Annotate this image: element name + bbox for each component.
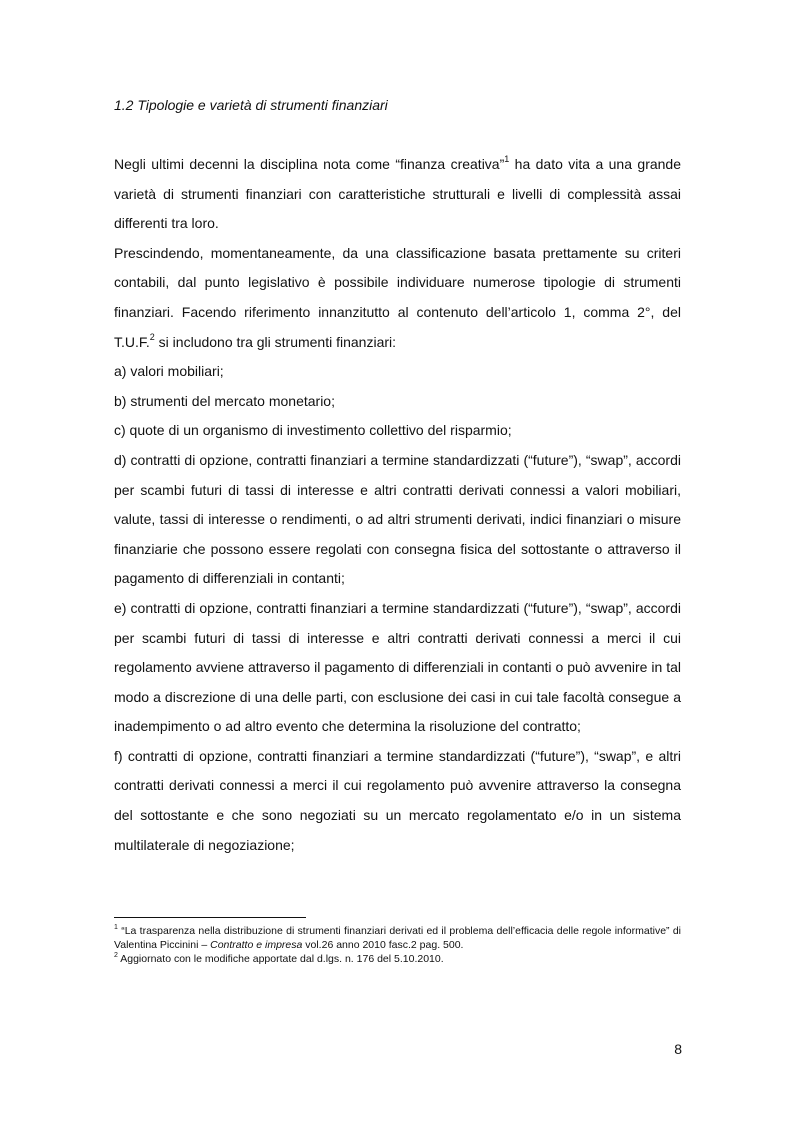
footnote-1-journal-title: Contratto e impresa: [210, 939, 303, 951]
footnote-reference-2[interactable]: 2: [149, 331, 155, 342]
list-item-c: c) quote di un organismo di investimento collettivo del risparmio;: [114, 422, 512, 439]
list-item-b: b) strumenti del mercato monetario;: [114, 392, 335, 409]
page-number: 8: [674, 1041, 682, 1057]
section-heading: 1.2 Tipologie e varietà di strumenti finanziari: [114, 97, 388, 113]
list-item-a: a) valori mobiliari;: [114, 363, 224, 380]
footnote-2-number: 2: [114, 951, 118, 959]
footnotes: [114, 924, 681, 966]
intro-paragraph: [114, 150, 681, 239]
list-item-d: d) contratti di opzione, contratti finanziari a termine standardizzati (“future”), “swap”, accordi per scambi futuri di tassi di interesse e altri contratti derivati connessi a valori mobiliari, valute, tassi di interesse o rendimenti, o ad altri strumenti derivati, indici finanziari o misure finanziarie che possono essere regolati con consegna fisica del sottostante o attraverso il pagamento di differenziali in contanti;: [114, 451, 681, 587]
list-item-f: f) contratti di opzione, contratti finanziari a termine standardizzati (“future”), “swap”, e altri contratti derivati connessi a merci il cui regolamento può avvenire attraverso la consegna del sottostante e che sono negoziati su un mercato regolamentato e/o in un sistema multilaterale di negoziazione;: [114, 747, 681, 853]
footnote-1: [114, 924, 681, 952]
footnote-1-text-end: vol.26 anno 2010 fasc.2 pag. 500.: [302, 939, 464, 951]
footnote-separator: [114, 917, 306, 918]
footnote-1-number: 1: [114, 923, 118, 931]
classification-text-end: si includono tra gli strumenti finanziari:: [154, 333, 397, 350]
footnote-2-text: Aggiornato con le modifiche apportate dal d.lgs. n. 176 del 5.10.2010.: [117, 953, 444, 965]
classification-text-start: Prescindendo, momentaneamente, da una classificazione basata prettamente su criteri contabili, dal punto legislativo è possibile individuare numerose tipologie di strumenti finanziari. Facendo riferimento innanzitutto al contenuto dell’articolo 1, comma 2°, del T.U.F.: [114, 244, 681, 350]
intro-text-end: ha dato vita a una grande varietà di strumenti finanziari con caratteristiche strutturali e livelli di complessità assai differenti tra loro.: [114, 156, 681, 232]
footnote-1-text-start: “La trasparenza nella distribuzione di strumenti finanziari derivati ed il problema dell’efficacia delle regole informative” di Valentina Piccinini –: [114, 925, 681, 951]
classification-paragraph: [114, 239, 681, 357]
footnote-reference-1[interactable]: 1: [504, 154, 510, 165]
list-item-e: e) contratti di opzione, contratti finanziari a termine standardizzati (“future”), “swap”, accordi per scambi futuri di tassi di interesse e altri contratti derivati connessi a merci il cui regolamento avviene attraverso il pagamento di differenziali in contanti o può avvenire in tal modo a discrezione di una delle parti, con esclusione dei casi in cui tale facoltà consegue a inadempimento o ad altro evento che determina la risoluzione del contratto;: [114, 599, 681, 735]
footnote-2: [114, 952, 681, 966]
body-text: [114, 150, 681, 860]
intro-text-start: Negli ultimi decenni la disciplina nota come “finanza creativa”: [114, 156, 505, 172]
